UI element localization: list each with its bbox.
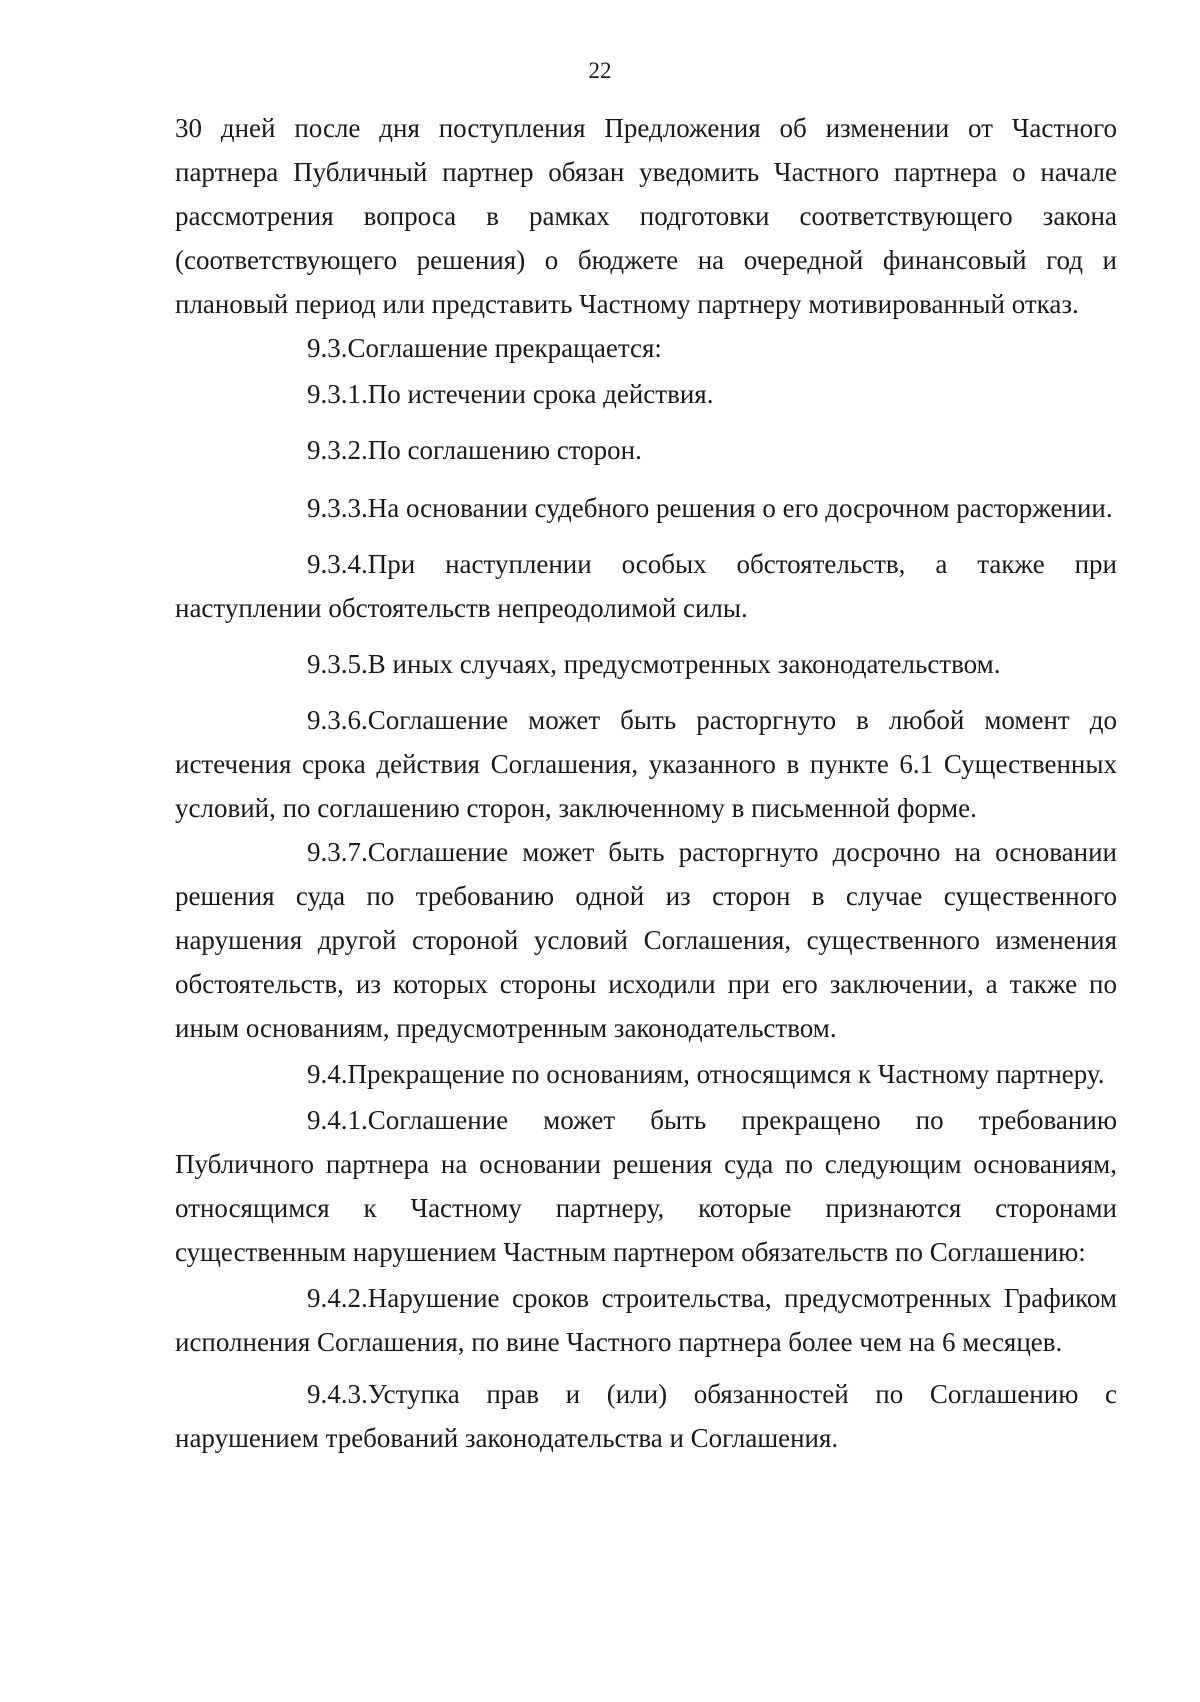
clause-number: 9.3.4. [307, 549, 368, 579]
clause-number: 9.4.1. [307, 1105, 368, 1135]
paragraph-text: 30 дней после дня поступления Предложения об изменении от Частного партнера Публичный партнер обязан уведомить Частного партнера о начале рассмотрения вопроса в рамках подготовки соответствующего закона (соответствующего решения) о бюджете на очередной финансовый год и плановый период или представить Частному партнеру мотивированный отказ. [175, 113, 1117, 319]
clause-9-4-2 [175, 1276, 1117, 1364]
clause-9-3-4 [175, 542, 1117, 630]
clause-number: 9.3.1. [307, 379, 368, 409]
clause-9-4-1 [175, 1098, 1117, 1274]
clause-text: В иных случаях, предусмотренных законодательством. [367, 649, 1001, 679]
clause-text: Соглашение может быть прекращено по требованию Публичного партнера на основании решения суда по следующим основаниям, относящимся к Частному партнеру, которые признаются сторонами существенным нарушением Частным партнером обязательств по Соглашению: [175, 1105, 1117, 1267]
clause-number: 9.3.5. [307, 649, 368, 679]
clause-text: По соглашению сторон. [367, 435, 642, 465]
clause-text: Прекращение по основаниям, относящимся к Частному партнеру. [347, 1059, 1105, 1089]
clause-number: 9.3.3. [307, 493, 368, 523]
clause-9-3 [175, 326, 1117, 370]
clause-text: Соглашение может быть расторгнуто в любой момент до истечения срока действия Соглашения, указанного в пункте 6.1 Существенных условий, по соглашению сторон, заключенному в письменной форме. [175, 705, 1117, 823]
clause-number: 9.4.2. [307, 1283, 368, 1313]
clause-9-4-3 [175, 1372, 1117, 1460]
clause-9-3-2 [175, 428, 1117, 472]
clause-text: По истечении срока действия. [367, 379, 714, 409]
clause-text: На основании судебного решения о его досрочном расторжении. [367, 493, 1113, 523]
clause-9-3-6 [175, 698, 1117, 830]
clause-9-3-1 [175, 372, 1117, 416]
clause-9-3-5 [175, 642, 1117, 686]
clause-text: Нарушение сроков строительства, предусмотренных Графиком исполнения Соглашения, по вине Частного партнера более чем на 6 месяцев. [175, 1283, 1117, 1357]
clause-text: Соглашение может быть расторгнуто досрочно на основании решения суда по требованию одной из сторон в случае существенного нарушения другой стороной условий Соглашения, существенного изменения обстоятельств, из которых стороны исходили при его заключении, а также по иным основаниям, предусмотренным законодательством. [175, 837, 1117, 1043]
clause-text: При наступлении особых обстоятельств, а также при наступлении обстоятельств непреодолимой силы. [175, 549, 1117, 623]
clause-text: Соглашение прекращается: [347, 333, 662, 363]
clause-9-3-3 [175, 486, 1117, 530]
clause-number: 9.3.7. [307, 837, 368, 867]
clause-number: 9.3.6. [307, 705, 368, 735]
clause-number: 9.3.2. [307, 435, 368, 465]
clause-9-4 [175, 1052, 1117, 1096]
clause-text: Уступка прав и (или) обязанностей по Соглашению с нарушением требований законодательства и Соглашения. [175, 1379, 1117, 1453]
clause-number: 9.4.3. [307, 1379, 368, 1409]
clause-9-3-7 [175, 830, 1117, 1050]
paragraph-continuation [175, 106, 1117, 326]
clause-number: 9.3. [307, 333, 348, 363]
clause-number: 9.4. [307, 1059, 348, 1089]
page-number: 22 [588, 58, 612, 83]
